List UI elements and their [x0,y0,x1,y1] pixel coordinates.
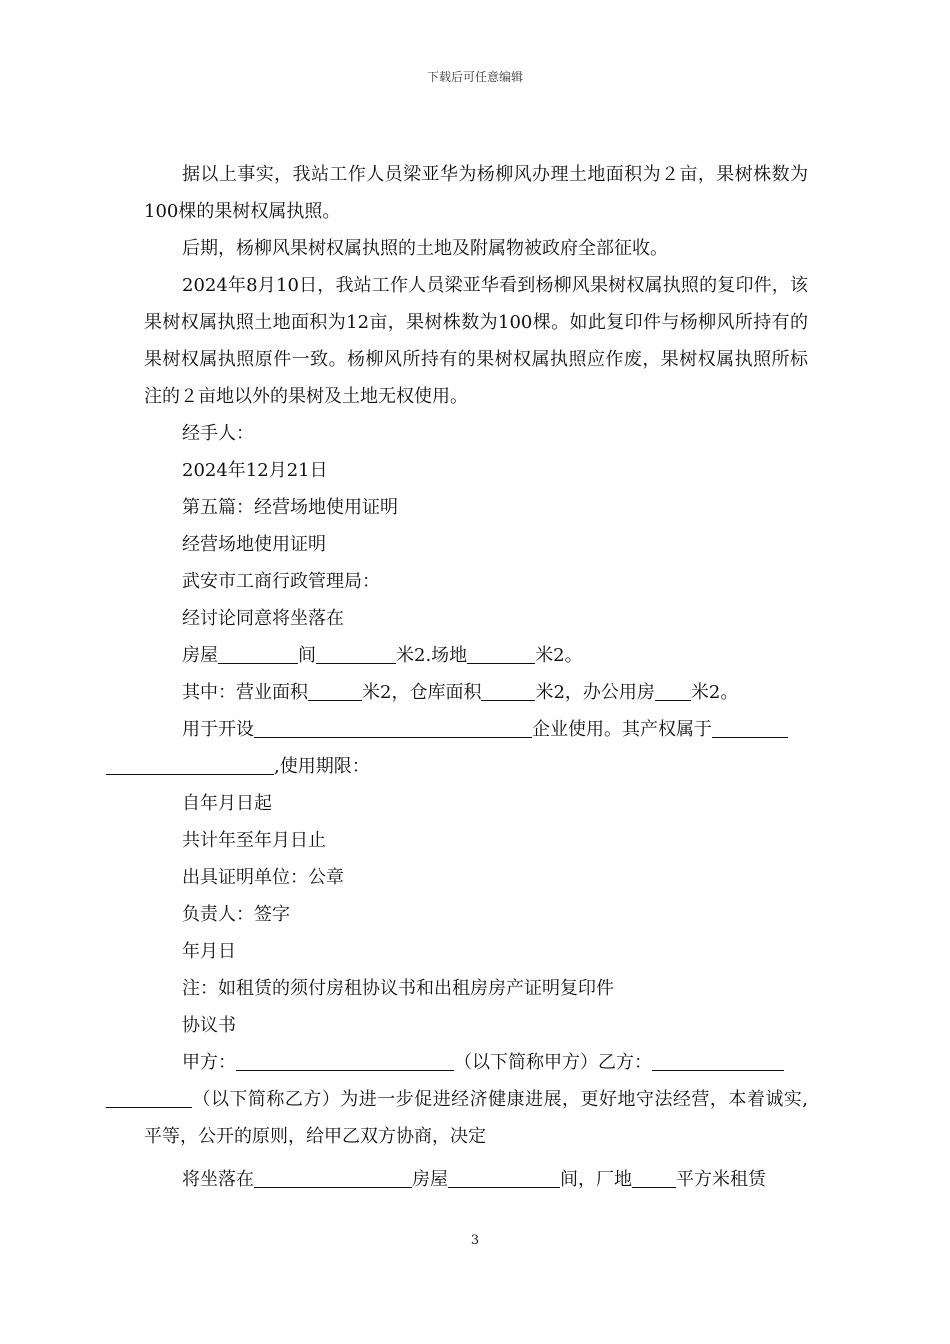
text-segment: 用于开设 [182,719,254,740]
paragraph-period: 共计年至年月日止 [182,830,326,851]
paragraph-expropriation: 后期，杨柳风果树权属执照的土地及附属物被政府全部征收。 [182,238,668,259]
blank-line [254,719,532,738]
blank-line [106,1089,192,1108]
text-segment: 房屋 [412,1169,448,1190]
paragraph-parties [144,1044,808,1155]
paragraph-note: 注：如租赁的须付房租协议书和出租房房产证明复印件 [182,978,614,999]
agreement-title: 协议书 [182,1015,236,1036]
blank-line [236,1052,454,1071]
blank-line [467,645,535,664]
text-segment: 其中：营业面积 [182,682,308,703]
paragraph-areas [144,674,808,711]
text-segment: （以下简称甲方）乙方： [454,1052,652,1073]
blank-line [632,1169,676,1188]
text-segment: 间，厂地 [560,1169,632,1190]
text-segment: 将坐落在 [182,1169,254,1190]
text-segment: 甲方： [182,1052,236,1073]
page-header: 下载后可任意编辑 [426,70,523,84]
blank-line [652,1052,784,1071]
paragraph-start-date: 自年月日起 [182,793,272,814]
text-segment: 米2，仓库面积 [362,682,482,703]
blank-line [655,682,691,701]
text-segment: 间 [298,645,316,666]
blank-line [218,645,298,664]
paragraph-responsible: 负责人：签字 [182,904,290,925]
blank-line [481,682,535,701]
page-number: 3 [470,1233,480,1248]
text-segment: 米2。 [690,682,739,703]
text-segment: ,使用期限： [274,756,370,777]
document-body [144,156,808,1198]
paragraph-sign-date: 年月日 [182,941,236,962]
blank-line [712,719,788,738]
blank-line [308,682,362,701]
paragraph-issuer: 出具证明单位：公章 [182,867,344,888]
paragraph-copy-found: 2024年8月10日，我站工作人员梁亚华看到杨柳风果树权属执照的复印件，该果树权属执照土地面积为12亩，果树株数为100棵。如此复印件与杨柳风所持有的果树权属执照原件一致。杨柳风所持有的果树权属执照应作废，果树权属执照所标注的２亩地以外的果树及土地无权使用。 [144,275,808,407]
blank-line [106,756,274,775]
text-segment: 房屋 [182,645,218,666]
paragraph-location: 经讨论同意将坐落在 [182,608,344,629]
certificate-title: 经营场地使用证明 [182,534,326,555]
section-title: 第五篇：经营场地使用证明 [182,497,398,518]
blank-line [448,1169,560,1188]
text-segment: 企业使用。其产权属于 [532,719,712,740]
blank-line [316,645,396,664]
paragraph-lease [144,1161,808,1198]
text-segment: 米2。 [535,645,583,666]
paragraph-house [144,637,808,674]
paragraph-facts: 据以上事实，我站工作人员梁亚华为杨柳风办理土地面积为２亩，果树株数为100棵的果树权属执照。 [144,164,808,222]
text-segment: 平方米租赁 [676,1169,766,1190]
paragraph-usage [144,711,808,785]
text-segment: 米2，办公用房 [535,682,655,703]
blank-line [254,1169,412,1188]
text-segment: （以下简称乙方）为进一步促进经济健康进展，更好地守法经营，本着诚实,平等，公开的原则，给甲乙双方协商，决定 [144,1089,808,1147]
paragraph-date: 2024年12月21日 [182,460,328,481]
recipient: 武安市工商行政管理局： [182,571,380,592]
text-segment: 米2.场地 [396,645,468,666]
paragraph-handler: 经手人： [182,423,254,444]
